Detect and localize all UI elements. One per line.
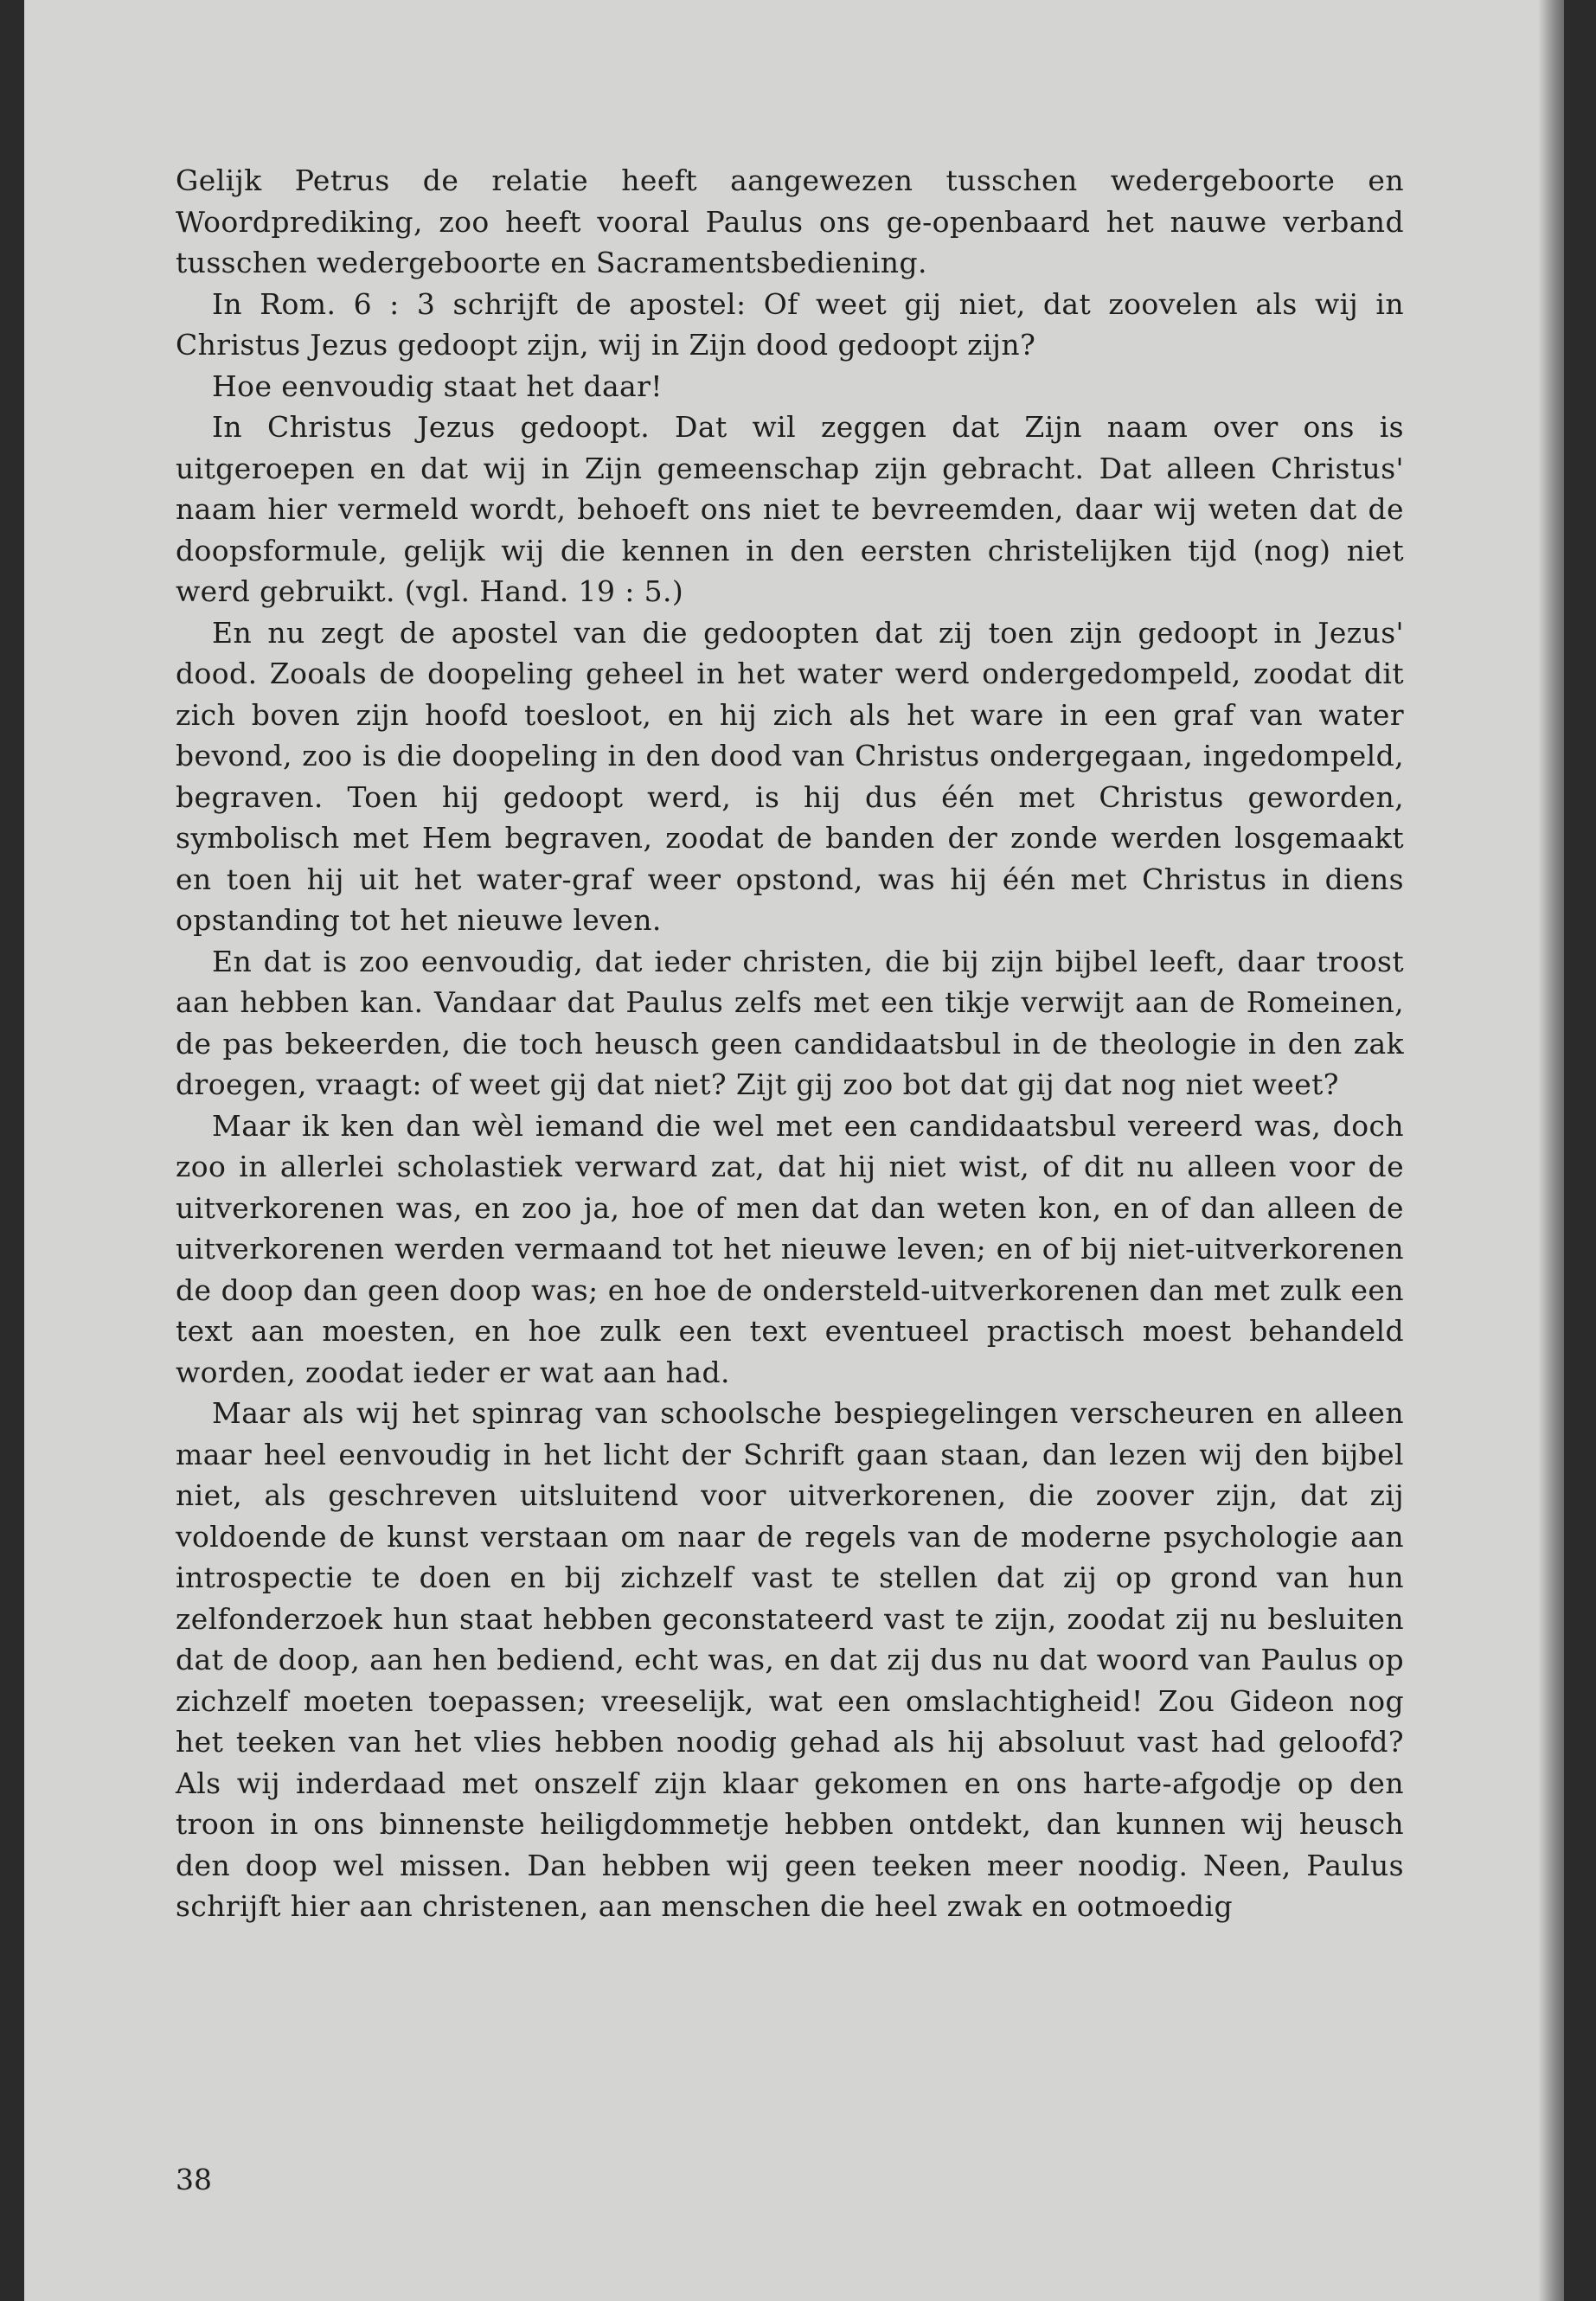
book-spine-shadow	[1538, 0, 1564, 2301]
paragraph: En nu zegt de apostel van die gedoopten dat zij toen zijn gedoopt in Jezus' dood. Zooals de doopeling geheel in het water werd ondergedompeld, zoodat dit zich boven zijn hoofd toesloot, en hij zich als het ware in een graf van water bevond, zoo is die doopeling in den dood van Christus ondergegaan, ingedompeld, begraven. Toen hij gedoopt werd, is hij dus één met Christus geworden, symbolisch met Hem begraven, zoodat de banden der zonde werden losgemaakt en toen hij uit het water-graf weer opstond, was hij één met Christus in diens opstanding tot het nieuwe leven.	[176, 615, 1404, 937]
paragraph: Gelijk Petrus de relatie heeft aangewezen tusschen wedergeboorte en Woordprediking, zoo heeft vooral Paulus ons ge-openbaard het nauwe verband tusschen wedergeboorte en Sacramentsbediening.	[176, 163, 1404, 279]
book-page	[24, 0, 1564, 2301]
paragraph: Maar als wij het spinrag van schoolsche bespiegelingen verscheuren en alleen maar heel eenvoudig in het licht der Schrift gaan staan, dan lezen wij den bijbel niet, als geschreven uitsluitend voor uitverkorenen, die zoover zijn, dat zij voldoende de kunst verstaan om naar de regels van de moderne psychologie aan introspectie te doen en bij zichzelf vast te stellen dat zij op grond van hun zelfonderzoek hun staat hebben geconstateerd vast te zijn, zoodat zij nu besluiten dat de doop, aan hen bediend, echt was, en dat zij dus nu dat woord van Paulus op zichzelf moeten toepassen; vreeselijk, wat een omslachtigheid! Zou Gideon nog het teeken van het vlies hebben noodig gehad als hij absoluut vast had geloofd? Als wij inderdaad met onszelf zijn klaar gekomen en ons harte-afgodje op den troon in ons binnenste heiligdommetje hebben ontdekt, dan kunnen wij heusch den doop wel missen. Dan hebben wij geen teeken meer noodig. Neen, Paulus schrijft hier aan christenen, aan menschen die heel zwak en ootmoedig	[176, 1396, 1404, 1923]
paragraph: In Rom. 6 : 3 schrijft de apostel: Of weet gij niet, dat zoovelen als wij in Christus Jezus gedoopt zijn, wij in Zijn dood gedoopt zijn?	[176, 286, 1404, 362]
paragraph: En dat is zoo eenvoudig, dat ieder christen, die bij zijn bijbel leeft, daar troost aan hebben kan. Vandaar dat Paulus zelfs met een tikje verwijt aan de Romeinen, de pas bekeerden, die toch heusch geen candidaatsbul in de theologie in den zak droegen, vraagt: of weet gij dat niet? Zijt gij zoo bot dat gij dat nog niet weet?	[176, 944, 1404, 1101]
paragraph: Maar ik ken dan wèl iemand die wel met een candidaatsbul vereerd was, doch zoo in allerlei scholastiek verward zat, dat hij niet wist, of dit nu alleen voor de uitverkorenen was, en zoo ja, hoe of men dat dan weten kon, en of dan alleen de uitverkorenen werden vermaand tot het nieuwe leven; en of bij niet-uitverkorenen de doop dan geen doop was; en hoe de ondersteld-uitverkorenen dan met zulk een text aan moesten, en hoe zulk een text eventueel practisch moest behandeld worden, zoodat ieder er wat aan had.	[176, 1108, 1404, 1389]
page-body	[176, 160, 1404, 1927]
paragraph: In Christus Jezus gedoopt. Dat wil zeggen dat Zijn naam over ons is uitgeroepen en dat wij in Zijn gemeenschap zijn gebracht. Dat alleen Christus' naam hier vermeld wordt, behoeft ons niet te bevreemden, daar wij weten dat de doopsformule, gelijk wij die kennen in den eersten christelijken tijd (nog) niet werd gebruikt. (vgl. Hand. 19 : 5.)	[176, 410, 1404, 608]
paragraph: Hoe eenvoudig staat het daar!	[212, 369, 663, 403]
page-number: 38	[176, 2163, 212, 2196]
